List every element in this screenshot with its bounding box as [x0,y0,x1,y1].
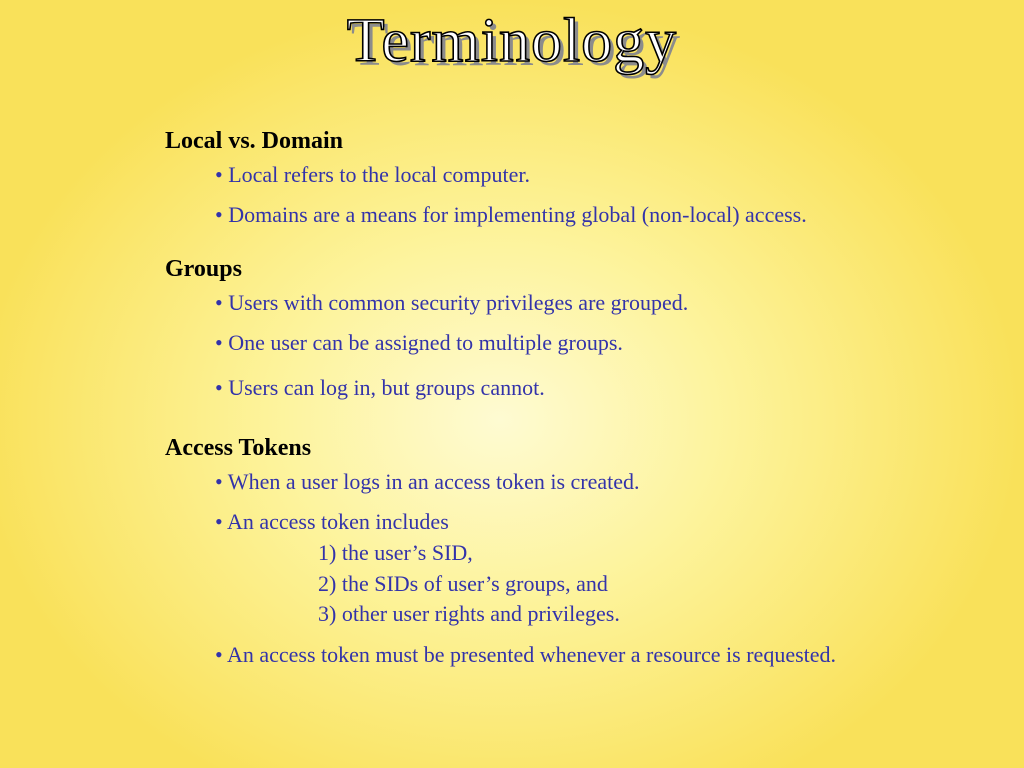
bullet-item: • One user can be assigned to multiple groups. [215,330,623,355]
bullet-item: • Users can log in, but groups cannot. [215,375,545,400]
bullet-item: • Domains are a means for implementing global (non-local) access. [215,202,807,227]
bullet-item: • Local refers to the local computer. [215,162,530,187]
sub-list-item: 3) other user rights and privileges. [318,601,620,626]
bullet-item: • An access token must be presented whenever a resource is requested. [215,642,837,667]
sub-list-item: 2) the SIDs of user’s groups, and [318,571,608,596]
slide-title: Terminology [346,7,678,75]
bullet-item: • When a user logs in an access token is created. [215,469,640,494]
bullet-item: • Users with common security privileges are grouped. [215,290,689,315]
section-heading-local-vs-domain: Local vs. Domain [165,128,344,154]
section-heading-access-tokens: Access Tokens [165,435,312,461]
bullet-item: • An access token includes [215,509,449,534]
sub-list-item: 1) the user’s SID, [318,540,473,565]
section-heading-groups: Groups [165,256,242,282]
